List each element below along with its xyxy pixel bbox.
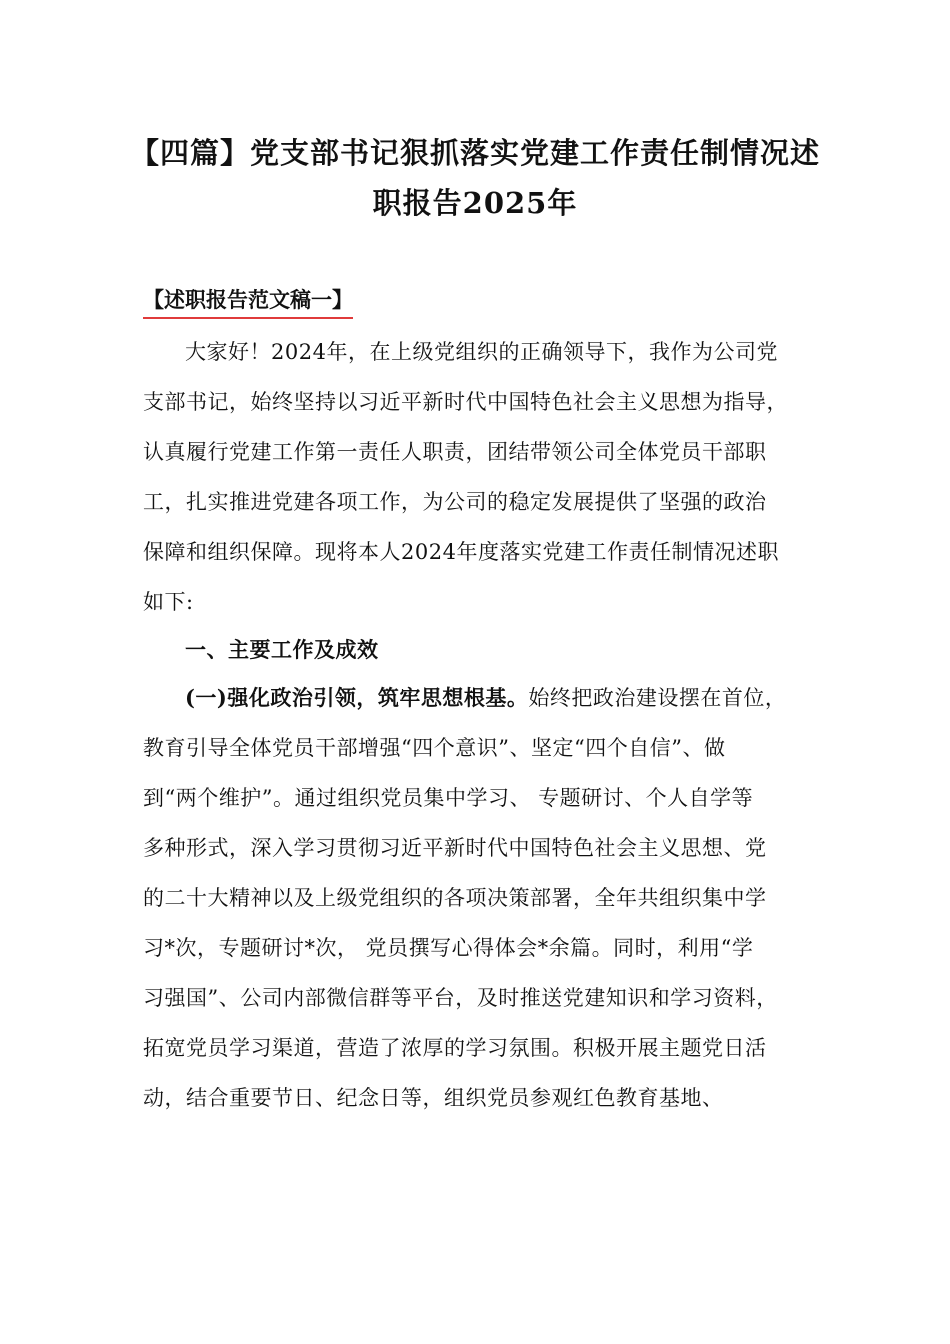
body-line-6: 习强国”、公司内部微信群等平台，及时推送党建知识和学习资料， bbox=[143, 986, 778, 1010]
intro-line-4: 工，扎实推进党建各项工作，为公司的稳定发展提供了坚强的政治 bbox=[143, 490, 767, 514]
body-line-1: 教育引导全体党员干部增强“四个意识”、坚定“四个自信”、做 bbox=[143, 736, 726, 760]
sub-heading-rest: 始终把政治建设摆在首位， bbox=[528, 686, 787, 710]
intro-line-3: 认真履行党建工作第一责任人职责，团结带领公司全体党员干部职 bbox=[143, 440, 767, 464]
document-title-line-2: 职报告2025年 bbox=[372, 186, 578, 220]
sub-heading-bold: (一)强化政治引领，筑牢思想根基。 bbox=[185, 685, 529, 710]
body-line-3: 多种形式，深入学习贯彻习近平新时代中国特色社会主义思想、党 bbox=[143, 836, 767, 860]
intro-line-1: 大家好！2024年，在上级党组织的正确领导下，我作为公司党 bbox=[185, 340, 778, 364]
body-line-7: 拓宽党员学习渠道，营造了浓厚的学习氛围。积极开展主题党日活 bbox=[143, 1036, 767, 1060]
body-line-8: 动，结合重要节日、纪念日等，组织党员参观红色教育基地、 bbox=[143, 1086, 724, 1110]
sub-heading-line bbox=[185, 682, 786, 714]
intro-line-6: 如下: bbox=[143, 590, 194, 614]
body-line-2: 到“两个维护”。通过组织党员集中学习、 专题研讨、个人自学等 bbox=[143, 786, 754, 810]
section-heading: 【述职报告范文稿一】 bbox=[143, 283, 353, 319]
intro-line-5: 保障和组织保障。现将本人2024年度落实党建工作责任制情况述职 bbox=[143, 540, 779, 564]
intro-line-2: 支部书记，始终坚持以习近平新时代中国特色社会主义思想为指导， bbox=[143, 390, 788, 414]
body-line-5: 习*次，专题研讨*次， 党员撰写心得体会*余篇。同时，利用“学 bbox=[143, 936, 754, 960]
heading-one: 一、主要工作及成效 bbox=[185, 637, 379, 662]
body-line-4: 的二十大精神以及上级党组织的各项决策部署，全年共组织集中学 bbox=[143, 886, 767, 910]
document-title-line-1: 【四篇】党支部书记狠抓落实党建工作责任制情况述 bbox=[129, 136, 820, 170]
